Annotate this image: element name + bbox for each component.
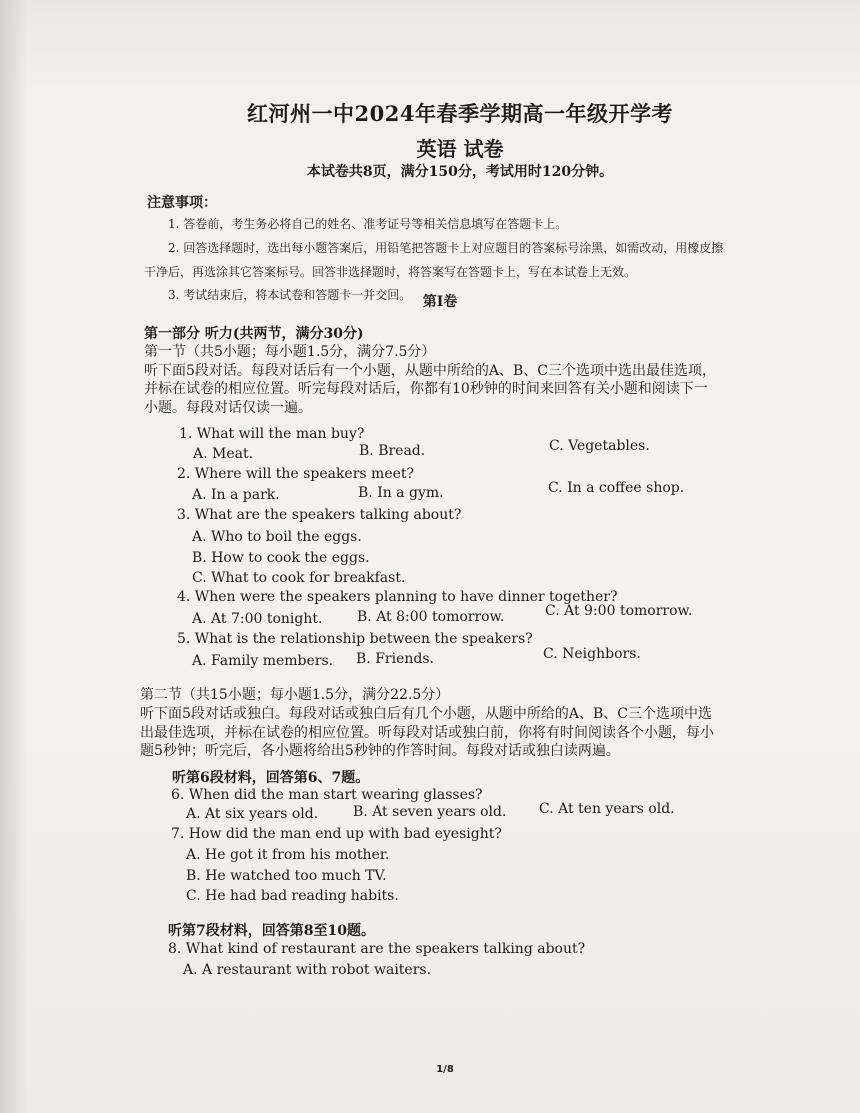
volume-label: 第I卷 (422, 294, 458, 310)
q1-option-a: A. Meat. (193, 446, 254, 462)
q3-option-a: A. Who to boil the eggs. (192, 529, 362, 545)
question-1: 1. What will the man buy? (179, 426, 365, 442)
question-4: 4. When were the speakers planning to have dinner together? (177, 589, 618, 605)
q8-option-a: A. A restaurant with robot waiters. (183, 962, 432, 978)
part1-heading: 第一部分 听力(共两节，满分30分) (144, 326, 364, 342)
q5-option-b: B. Friends. (356, 651, 434, 667)
question-2: 2. Where will the speakers meet? (177, 466, 415, 482)
question-6: 6. When did the man start wearing glasses? (171, 787, 483, 803)
section1-instructions-line: 小题。每段对话仅读一遍。 (144, 400, 312, 416)
q4-option-c: C. At 9:00 tomorrow. (545, 603, 693, 619)
q5-option-c: C. Neighbors. (543, 646, 641, 662)
q3-option-b: B. How to cook the eggs. (192, 550, 370, 566)
q2-option-a: A. In a park. (192, 487, 280, 503)
q7-option-b: B. He watched too much TV. (186, 868, 387, 884)
section2-instructions-line: 题5秒钟；听完后，各小题将给出5秒钟的作答时间。每段对话或独白读两遍。 (140, 743, 620, 759)
q3-option-c: C. What to cook for breakfast. (192, 570, 406, 586)
notice-item-2-continued: 干净后，再选涂其它答案标号。回答非选择题时，将答案写在答题卡上，写在本试卷上无效。 (144, 265, 637, 279)
q5-option-a: A. Family members. (192, 653, 334, 669)
q7-option-a: A. He got it from his mother. (186, 847, 390, 863)
material-7-heading: 听第7段材料，回答第8至10题。 (168, 923, 375, 939)
notice-heading: 注意事项： (147, 195, 217, 211)
question-8: 8. What kind of restaurant are the speakers talking about? (168, 941, 586, 957)
section1-heading: 第一节（共5小题；每小题1.5分，满分7.5分） (144, 344, 436, 360)
q1-option-c: C. Vegetables. (549, 438, 650, 454)
exam-subtitle: 英语 试卷 (416, 137, 504, 161)
q2-option-c: C. In a coffee shop. (548, 480, 685, 496)
q6-option-a: A. At six years old. (186, 806, 319, 822)
notice-item-3: 3. 考试结束后，将本试卷和答题卡一并交回。 (168, 288, 412, 302)
page-number: 1/8 (436, 1064, 454, 1075)
question-3: 3. What are the speakers talking about? (177, 507, 462, 523)
notice-item-1: 1. 答卷前，考生务必将自己的姓名、准考证号等相关信息填写在答题卡上。 (168, 217, 568, 231)
section2-instructions-line: 出最佳选项，并标在试卷的相应位置。听每段对话或独白前，你将有时间阅读各个小题，每小 (140, 725, 714, 741)
section1-instructions-line: 听下面5段对话。每段对话后有一个小题，从题中所给的A、B、C三个选项中选出最佳选项， (144, 363, 717, 379)
q7-option-c: C. He had bad reading habits. (186, 888, 399, 904)
section2-heading: 第二节（共15小题；每小题1.5分，满分22.5分） (140, 687, 450, 703)
q2-option-b: B. In a gym. (358, 485, 444, 501)
material-6-heading: 听第6段材料，回答第6、7题。 (172, 770, 370, 786)
notice-item-2: 2. 回答选择题时，选出每小题答案后，用铅笔把答题卡上对应题目的答案标号涂黑，如需改动，用橡皮擦 (168, 241, 724, 255)
question-5: 5. What is the relationship between the speakers? (177, 631, 533, 647)
question-7: 7. How did the man end up with bad eyesight? (171, 826, 502, 842)
q4-option-a: A. At 7:00 tonight. (192, 611, 323, 627)
exam-title: 红河州一中2024年春季学期高一年级开学考 (247, 101, 673, 126)
section2-instructions-line: 听下面5段对话或独白。每段对话或独白后有几个小题，从题中所给的A、B、C三个选项中选 (140, 706, 713, 722)
q4-option-b: B. At 8:00 tomorrow. (357, 609, 505, 625)
q6-option-b: B. At seven years old. (353, 804, 507, 820)
section1-instructions-line: 并标在试卷的相应位置。听完每段对话后，你都有10秒钟的时间来回答有关小题和阅读下一 (144, 381, 708, 397)
q6-option-c: C. At ten years old. (539, 801, 675, 817)
exam-info: 本试卷共8页，满分150分，考试用时120分钟。 (306, 164, 614, 180)
q1-option-b: B. Bread. (359, 443, 426, 459)
